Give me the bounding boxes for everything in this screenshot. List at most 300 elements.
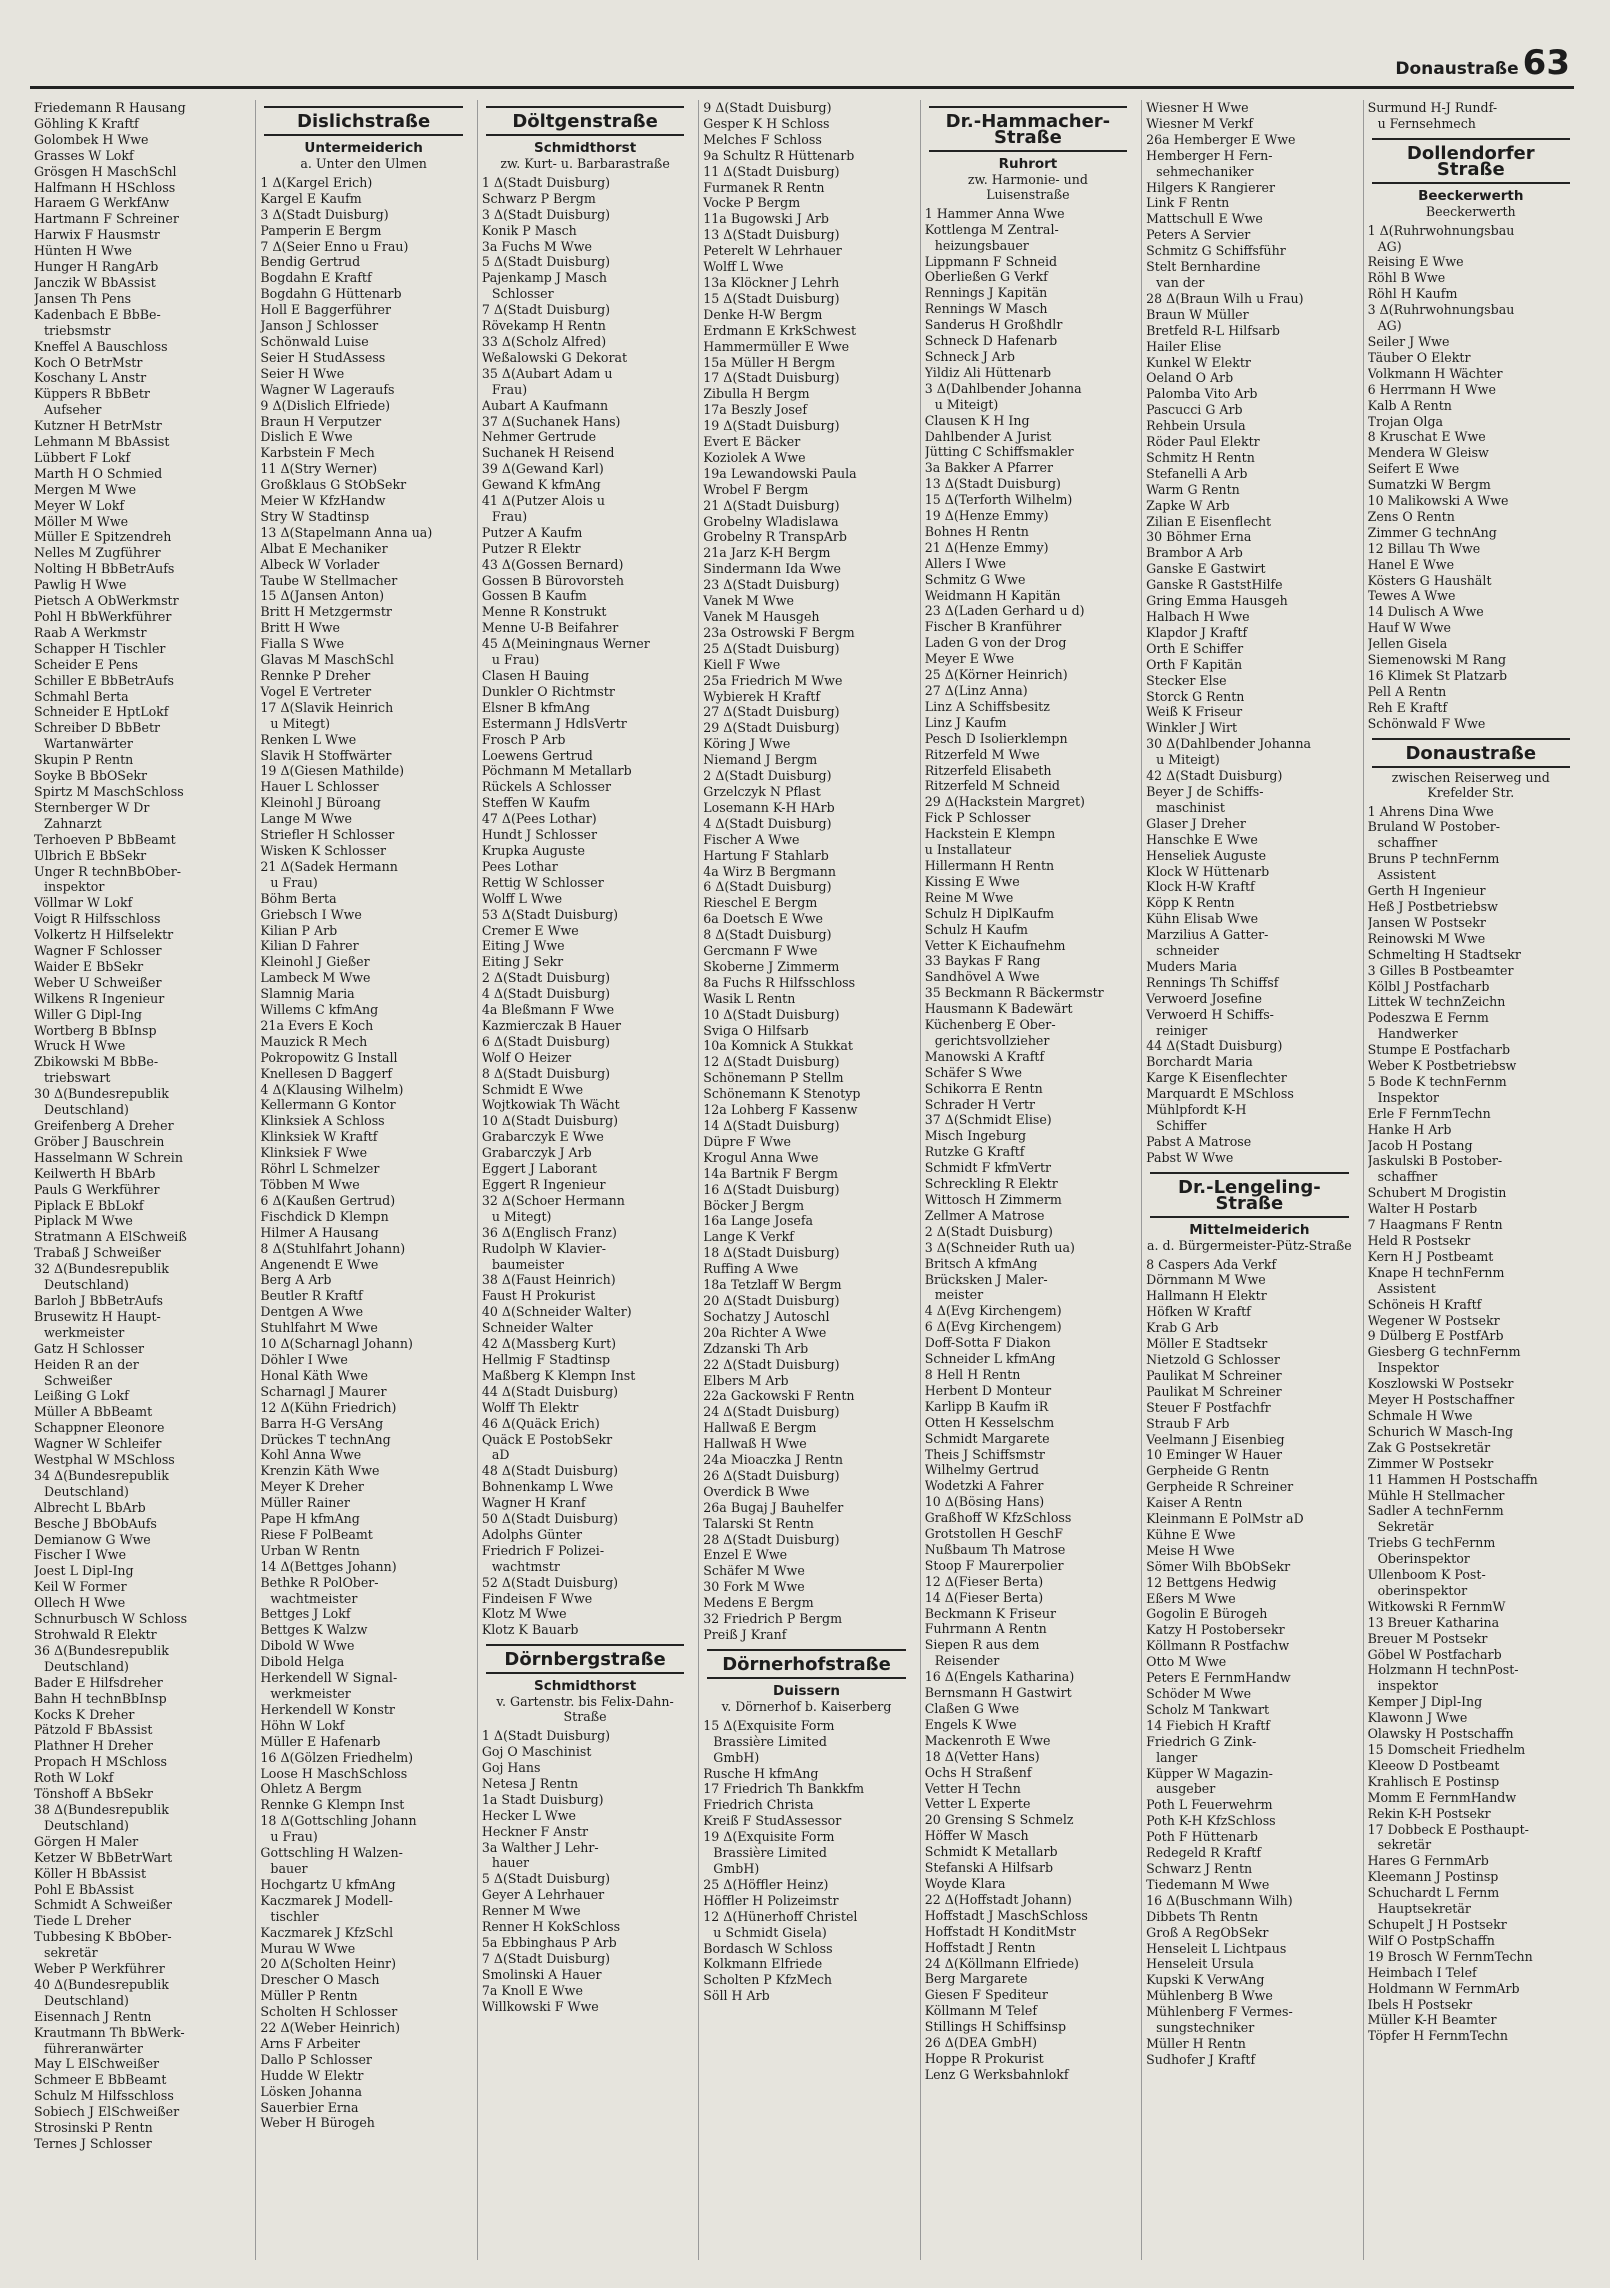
resident-entry: Herbent D Monteur xyxy=(924,1382,1052,1398)
resident-entry: Willkowski F Wwe xyxy=(481,1998,599,2014)
resident-entry: 8 Caspers Ada Verkf xyxy=(1146,1256,1277,1272)
resident-entry: Preiß J Kranf xyxy=(703,1627,787,1642)
resident-entry: Ullenboom K Post- xyxy=(1367,1567,1486,1583)
resident-entry: Renner H KokSchloss xyxy=(481,1919,621,1935)
resident-entry: Zens O Rentn xyxy=(1367,508,1455,524)
resident-entry: Furmanek R Rentn xyxy=(703,179,825,195)
resident-entry: 3 Gilles B Postbeamter xyxy=(1367,962,1514,978)
resident-entry: Wagner W Schleifer xyxy=(34,1436,162,1452)
resident-entry: Kaczmarek J Modell- xyxy=(260,1892,393,1908)
resident-entry: Wegener W Postsekr xyxy=(1367,1312,1500,1328)
resident-entry: Hanel E Wwe xyxy=(1367,556,1455,572)
resident-entry: 24a Mioaczka J Rentn xyxy=(703,1452,843,1468)
resident-entry: Adolphs Günter xyxy=(481,1526,583,1542)
resident-entry: 29 Δ(Hackstein Margret) xyxy=(924,794,1085,810)
resident-entry: 1 Δ(Stadt Duisburg) xyxy=(481,174,611,190)
resident-entry: van der xyxy=(1156,274,1205,290)
resident-entry: Schreckling R Elektr xyxy=(924,1176,1058,1192)
resident-entry: Medens E Bergm xyxy=(703,1595,814,1611)
resident-entry: Többen M Wwe xyxy=(260,1177,360,1192)
resident-entry: Glaser J Dreher xyxy=(1146,815,1246,831)
column-5 xyxy=(920,100,1131,2260)
resident-entry: Eggert R Ingenieur xyxy=(481,1177,606,1192)
resident-entry: Oeland O Arb xyxy=(1146,370,1234,386)
resident-entry: Laden G von der Drog xyxy=(924,635,1067,651)
resident-entry: Klock W Hüttenarb xyxy=(1146,863,1270,879)
resident-entry: Schmitz G Schiffsführ xyxy=(1146,243,1286,259)
resident-entry: GmbH) xyxy=(713,1749,760,1765)
resident-entry: sehmechaniker xyxy=(1156,163,1254,179)
resident-entry: Denke H-W Bergm xyxy=(703,306,823,322)
resident-entry: Hartmann F Schreiner xyxy=(34,211,179,227)
resident-entry: Wilhelmy Gertrud xyxy=(924,1462,1039,1478)
resident-entry: Waider E BbSekr xyxy=(34,958,144,974)
resident-entry: Ochs H Straßenf xyxy=(924,1764,1032,1780)
resident-entry: Wolf O Heizer xyxy=(481,1049,572,1065)
resident-entry: Gogolin E Bürogeh xyxy=(1146,1606,1268,1622)
resident-entry: Deutschland) xyxy=(44,1102,129,1118)
resident-entry: Marth H O Schmied xyxy=(34,465,163,481)
column-6 xyxy=(1141,100,1352,2260)
resident-entry: Albrecht L BbArb xyxy=(34,1499,146,1515)
resident-entry: Slavik H Stoffwärter xyxy=(260,747,392,763)
resident-entry: Deutschland) xyxy=(44,1992,129,2008)
resident-entry: Wrobel F Bergm xyxy=(703,481,809,497)
resident-entry: Reh E Kraftf xyxy=(1367,699,1448,715)
resident-entry: Karbstein F Mech xyxy=(260,445,375,461)
resident-entry: Brücksken J Maler- xyxy=(924,1271,1048,1287)
resident-entry: 22 Δ(Hoffstadt Johann) xyxy=(924,1891,1072,1907)
resident-entry: Peters A Servier xyxy=(1146,227,1251,243)
resident-entry: Stratmann A ElSchweiß xyxy=(34,1229,187,1245)
resident-entry: Inspektor xyxy=(1377,1089,1439,1105)
resident-entry: Bogdahn G Hüttenarb xyxy=(260,286,402,302)
resident-entry: Kreiß F StudAssessor xyxy=(703,1813,842,1829)
resident-entry: Koschany L Anstr xyxy=(34,370,147,386)
resident-entry: 21a Jarz K-H Bergm xyxy=(703,545,831,561)
resident-entry: 14 Dulisch A Wwe xyxy=(1367,604,1484,620)
resident-entry: 5 Bode K technFernm xyxy=(1367,1073,1507,1089)
district-name: Mittelmeiderich xyxy=(1189,1221,1310,1238)
resident-entry: Halbach H Wwe xyxy=(1146,609,1250,624)
resident-entry: 28 Δ(Braun Wilh u Frau) xyxy=(1146,290,1304,306)
resident-entry: Drescher O Masch xyxy=(260,1972,380,1988)
resident-entry: Frosch P Arb xyxy=(481,731,566,747)
resident-entry: 11a Bugowski J Arb xyxy=(703,211,829,227)
resident-entry: Schwarz J Rentn xyxy=(1146,1860,1253,1876)
resident-entry: Hausmann K Badewärt xyxy=(924,1001,1073,1017)
resident-entry: 25 Δ(Körner Heinrich) xyxy=(924,667,1068,683)
resident-entry: Bretfeld R-L Hilfsarb xyxy=(1146,322,1280,338)
resident-entry: Rückels A Schlosser xyxy=(481,779,611,795)
resident-entry: Suchanek H Reisend xyxy=(481,445,615,461)
resident-entry: 12 Δ(Hünerhoff Christel xyxy=(703,1908,858,1924)
resident-entry: Willer G Dipl-Ing xyxy=(34,1006,142,1022)
resident-entry: Pauls G Werkführer xyxy=(34,1181,160,1197)
resident-entry: Sadler A technFernm xyxy=(1367,1503,1504,1519)
resident-entry: 2 Δ(Stadt Duisburg) xyxy=(481,970,611,986)
resident-entry: 23 Δ(Laden Gerhard u d) xyxy=(924,603,1085,619)
resident-entry: Schmeer E BbBeamt xyxy=(34,2072,167,2088)
resident-entry: Bettges J Lokf xyxy=(260,1606,351,1622)
resident-entry: Schubert M Drogistin xyxy=(1367,1185,1507,1201)
resident-entry: Wagner F Schlosser xyxy=(34,943,162,959)
column-4 xyxy=(698,100,909,2260)
resident-entry: 21 Δ(Stadt Duisburg) xyxy=(703,497,840,513)
resident-entry: Wartanwärter xyxy=(44,736,133,752)
resident-entry: Heiden R an der xyxy=(34,1356,139,1372)
resident-entry: Fischer A Wwe xyxy=(703,831,800,847)
resident-entry: Stillings H Schiffsinsp xyxy=(924,2019,1067,2035)
street-heading: Dörnerhofstraße xyxy=(707,1649,905,1679)
resident-entry: Wasik L Rentn xyxy=(703,990,796,1006)
resident-entry: Schiffer xyxy=(1156,1118,1207,1133)
resident-entry: Schlosser xyxy=(491,286,554,302)
resident-entry: Pell A Rentn xyxy=(1367,683,1447,699)
resident-entry: Zellmer A Matrose xyxy=(924,1207,1045,1223)
resident-entry: aD xyxy=(491,1447,510,1463)
resident-entry: 41 Δ(Putzer Alois u xyxy=(481,493,605,509)
resident-entry: Müller A BbBeamt xyxy=(34,1404,153,1420)
resident-entry: Goj O Maschinist xyxy=(481,1744,592,1760)
resident-entry: Erle F FernmTechn xyxy=(1367,1105,1491,1121)
resident-entry: 21a Evers E Koch xyxy=(260,1017,374,1033)
resident-entry: 37 Δ(Suchanek Hans) xyxy=(481,413,621,429)
resident-entry: Döhler I Wwe xyxy=(260,1351,348,1367)
resident-entry: Herkendell W Konstr xyxy=(260,1701,395,1717)
resident-entry: Rekin K-H Postsekr xyxy=(1367,1805,1491,1821)
street-location: zwischen Reiserweg und Krefelder Str. xyxy=(1391,769,1550,800)
resident-entry: Hanschke E Wwe xyxy=(1146,831,1258,847)
resident-entry: Schneider E HptLokf xyxy=(34,704,169,720)
resident-entry: Schmitz H Rentn xyxy=(1146,449,1255,465)
resident-entry: Kühn Elisab Wwe xyxy=(1146,911,1259,927)
resident-entry: 21 Δ(Sadek Hermann xyxy=(260,858,398,874)
resident-entry: Skoberne J Zimmerm xyxy=(703,958,840,974)
resident-entry: Honal Käth Wwe xyxy=(260,1367,368,1383)
resident-entry: Kottlenga M Zentral- xyxy=(924,221,1059,237)
resident-entry: 4a Wirz B Bergmann xyxy=(703,863,836,879)
resident-entry: Handwerker xyxy=(1377,1026,1458,1042)
resident-entry: Röhl B Wwe xyxy=(1367,270,1446,286)
resident-entry: Paulikat M Schreiner xyxy=(1146,1383,1282,1399)
resident-entry: Zibulla H Bergm xyxy=(703,386,810,402)
resident-entry: Höhn W Lokf xyxy=(260,1717,345,1733)
resident-entry: Kleinmann E PolMstr aD xyxy=(1146,1511,1304,1527)
resident-entry: Böcker J Bergm xyxy=(703,1197,805,1213)
resident-entry: Rennke G Klempn Inst xyxy=(260,1797,405,1813)
resident-entry: Overdick B Wwe xyxy=(703,1483,810,1499)
resident-entry: Striefler H Schlosser xyxy=(260,827,395,843)
resident-entry: Karlipp B Kaufm iR xyxy=(924,1398,1049,1414)
resident-entry: 35 Beckmann R Bäckermstr xyxy=(924,985,1104,1001)
resident-entry: Britsch A kfmAng xyxy=(924,1255,1038,1271)
resident-entry: Vocke P Bergm xyxy=(703,195,801,211)
resident-entry: 6 Herrmann H Wwe xyxy=(1367,381,1496,397)
resident-entry: Sviga O Hilfsarb xyxy=(703,1022,809,1038)
resident-entry: u Mitegt) xyxy=(491,1208,552,1224)
resident-entry: Stuhlfahrt M Wwe xyxy=(260,1320,378,1336)
resident-entry: Volkmann H Wächter xyxy=(1367,365,1503,381)
resident-entry: 8 Δ(Stadt Duisburg) xyxy=(481,1065,611,1081)
resident-entry: 12 Bettgens Hedwig xyxy=(1146,1574,1277,1590)
resident-entry: Klinksiek F Wwe xyxy=(260,1145,368,1161)
resident-entry: Vetter L Experte xyxy=(924,1796,1031,1812)
resident-entry: Hauf W Wwe xyxy=(1367,620,1451,636)
resident-entry: Rusche H kfmAng xyxy=(703,1765,819,1781)
resident-entry: Henseleit Ursula xyxy=(1146,1956,1254,1972)
resident-entry: Peters E FernmHandw xyxy=(1146,1670,1291,1686)
resident-entry: 13 Δ(Stadt Duisburg) xyxy=(924,476,1061,492)
resident-entry: Kohl Anna Wwe xyxy=(260,1447,362,1463)
resident-entry: Kleinohl J Gießer xyxy=(260,954,370,970)
resident-entry: Witkowski R FernmW xyxy=(1367,1598,1506,1614)
resident-entry: Görgen H Maler xyxy=(34,1833,139,1849)
resident-entry: Hackstein E Klempn xyxy=(924,826,1056,842)
resident-entry: Griebsch I Wwe xyxy=(260,906,362,922)
resident-entry: 10 Δ(Scharnagl Johann) xyxy=(260,1336,413,1352)
resident-entry: Stoop F Maurerpolier xyxy=(924,1557,1064,1573)
resident-entry: Hillermann H Rentn xyxy=(924,857,1055,873)
resident-entry: Röder Paul Elektr xyxy=(1146,434,1260,450)
resident-entry: tischler xyxy=(270,1908,319,1924)
page-header xyxy=(1395,43,1570,83)
resident-entry: Wagner W Lageraufs xyxy=(260,381,395,397)
column-7 xyxy=(1363,100,1574,2260)
resident-entry: wachtmstr xyxy=(491,1558,560,1574)
resident-entry: Eisennach J Rentn xyxy=(34,2008,152,2024)
resident-entry: Pohl H BbWerkführer xyxy=(34,609,172,624)
resident-entry: 15a Müller H Bergm xyxy=(703,354,836,370)
resident-entry: Bethke R PolOber- xyxy=(260,1574,379,1590)
resident-entry: 13a Klöckner J Lehrh xyxy=(703,274,840,290)
resident-entry: Seier H Wwe xyxy=(260,365,345,381)
resident-entry: Koszlowski W Postsekr xyxy=(1367,1376,1514,1392)
resident-entry: 17 Δ(Slavik Heinrich xyxy=(260,699,394,715)
resident-entry: Marquardt E MSchloss xyxy=(1146,1086,1294,1102)
resident-entry: Bordasch W Schloss xyxy=(703,1940,833,1956)
resident-entry: Linz J Kaufm xyxy=(924,714,1007,730)
resident-entry: Hoffstadt J Rentn xyxy=(924,1939,1036,1955)
resident-entry: Rennings W Masch xyxy=(924,301,1048,317)
resident-entry: Vanek M Wwe xyxy=(703,593,795,609)
resident-entry: Oberinspektor xyxy=(1377,1551,1470,1567)
resident-entry: Urban W Rentn xyxy=(260,1542,360,1558)
resident-entry: Kazmierczak B Hauer xyxy=(481,1017,622,1033)
resident-entry: Köllmann R Postfachw xyxy=(1146,1638,1290,1654)
resident-entry: 17 Δ(Stadt Duisburg) xyxy=(703,370,840,386)
resident-entry: 12 Δ(Kühn Friedrich) xyxy=(260,1399,397,1415)
resident-entry: Stumpe E Postfacharb xyxy=(1367,1042,1511,1058)
resident-entry: Schweißer xyxy=(44,1372,112,1388)
resident-entry: Piplack M Wwe xyxy=(34,1213,133,1229)
resident-entry: Mühlenberg B Wwe xyxy=(1146,1988,1273,2004)
resident-entry: Stecker Else xyxy=(1146,672,1227,688)
resident-entry: Weidmann H Kapitän xyxy=(924,587,1061,603)
resident-entry: Schmidt Margarete xyxy=(924,1430,1050,1446)
resident-entry: Scholz M Tankwart xyxy=(1146,1701,1270,1717)
resident-entry: Lambeck M Wwe xyxy=(260,970,371,986)
resident-entry: Sanderus H Großhdlr xyxy=(924,317,1063,333)
resident-entry: Linz A Schiffsbesitz xyxy=(924,698,1050,714)
resident-entry: Weiß K Friseur xyxy=(1146,704,1243,720)
resident-entry: Kutzner H BetrMstr xyxy=(34,418,162,434)
resident-entry: Mauzick R Mech xyxy=(260,1033,368,1049)
resident-entry: 16 Δ(Stadt Duisburg) xyxy=(703,1181,840,1197)
resident-entry: Rudolph W Klavier- xyxy=(481,1240,607,1256)
resident-entry: Stefanelli A Arb xyxy=(1146,465,1248,481)
resident-entry: Winkler J Wirt xyxy=(1146,720,1238,736)
resident-entry: Pape H kfmAng xyxy=(260,1511,360,1527)
resident-entry: Woyde Klara xyxy=(924,1875,1006,1891)
resident-entry: 18a Tetzlaff W Bergm xyxy=(703,1277,842,1293)
resident-entry: 14a Bartnik F Bergm xyxy=(703,1165,838,1181)
resident-entry: Grabarczyk J Arb xyxy=(481,1145,592,1161)
resident-entry: Dibbets Th Rentn xyxy=(1146,1908,1259,1924)
resident-entry: 16 Δ(Buschmann Wilh) xyxy=(1146,1892,1293,1908)
resident-entry: Meise H Wwe xyxy=(1146,1542,1235,1558)
resident-entry: 9 Dülberg E PostfArb xyxy=(1367,1328,1504,1344)
resident-entry: Loose H MaschSchloss xyxy=(260,1765,408,1781)
resident-entry: Holl E Baggerführer xyxy=(260,302,391,318)
resident-entry: 15 Δ(Terforth Wilhelm) xyxy=(924,492,1073,508)
resident-entry: Klock H-W Kraftf xyxy=(1146,879,1255,895)
resident-entry: 16a Lange Josefa xyxy=(703,1213,814,1229)
resident-entry: Fick P Schlosser xyxy=(924,810,1031,826)
resident-entry: Hallwaß E Bergm xyxy=(703,1420,817,1436)
resident-entry: werkmeister xyxy=(44,1324,125,1340)
resident-entry: Braun W Müller xyxy=(1146,306,1249,322)
resident-entry: 28 Δ(Stadt Duisburg) xyxy=(703,1531,840,1547)
resident-entry: Schmidt E Wwe xyxy=(481,1081,584,1097)
resident-entry: Schapper H Tischler xyxy=(34,640,166,656)
resident-entry: Schnurbusch W Schloss xyxy=(34,1611,188,1627)
resident-entry: 47 Δ(Pees Lothar) xyxy=(481,811,597,827)
resident-entry: Golombek H Wwe xyxy=(34,131,149,147)
resident-entry: Ibels H Postsekr xyxy=(1367,1996,1473,2012)
resident-entry: Lippmann F Schneid xyxy=(924,253,1058,269)
resident-entry: 20 Δ(Stadt Duisburg) xyxy=(703,1292,840,1308)
resident-entry: Siemenowski M Rang xyxy=(1367,652,1507,668)
resident-entry: Pöchmann M Metallarb xyxy=(481,763,632,779)
resident-entry: Sauerbier Erna xyxy=(260,2099,359,2115)
resident-entry: Reinowski M Wwe xyxy=(1367,930,1486,946)
resident-entry: Dislich E Wwe xyxy=(260,429,353,445)
resident-entry: Hoffstadt J MaschSchloss xyxy=(924,1907,1088,1923)
resident-entry: Mühle H Stellmacher xyxy=(1367,1487,1505,1503)
resident-entry: Bruns P technFernm xyxy=(1367,851,1500,867)
resident-entry: Berg Margarete xyxy=(924,1971,1028,1987)
resident-entry: Fuhrmann A Rentn xyxy=(924,1621,1047,1637)
resident-entry: Reising E Wwe xyxy=(1367,254,1464,270)
resident-entry: Schmale H Wwe xyxy=(1367,1407,1473,1423)
resident-entry: 18 Δ(Vetter Hans) xyxy=(924,1748,1040,1764)
resident-entry: Zak G Postsekretär xyxy=(1367,1439,1491,1455)
resident-entry: Putzer R Elektr xyxy=(481,540,581,556)
resident-entry: Nolting H BbBetrAufs xyxy=(34,561,175,577)
resident-entry: 26a Bugaj J Bauhelfer xyxy=(703,1499,844,1515)
resident-entry: Piplack E BbLokf xyxy=(34,1197,144,1213)
resident-entry: Netesa J Rentn xyxy=(481,1775,579,1791)
resident-entry: Kemper J Dipl-Ing xyxy=(1367,1694,1483,1710)
district-name: Beeckerwerth xyxy=(1418,187,1524,204)
resident-entry: Engels K Wwe xyxy=(924,1716,1017,1732)
resident-entry: Wilkens R Ingenieur xyxy=(34,990,165,1006)
resident-entry: 8 Δ(Stuhlfahrt Johann) xyxy=(260,1240,406,1256)
resident-entry: Sumatzki W Bergm xyxy=(1367,477,1491,493)
resident-entry: Schikorra E Rentn xyxy=(924,1080,1043,1096)
resident-entry: Heimbach I Telef xyxy=(1367,1964,1477,1980)
resident-entry: Kleinohl J Büroang xyxy=(260,795,381,811)
resident-entry: 19 Brosch W FernmTechn xyxy=(1367,1948,1533,1964)
resident-entry: Lenz G Werksbahnlokf xyxy=(924,2066,1069,2082)
resident-entry: Warm G Rentn xyxy=(1146,481,1240,497)
resident-entry: Hallwaß H Wwe xyxy=(703,1436,807,1452)
resident-entry: Wolff L Wwe xyxy=(481,890,563,906)
resident-entry: Fialla S Wwe xyxy=(260,636,345,652)
resident-entry: 1a Stadt Duisburg) xyxy=(481,1791,604,1807)
resident-entry: u Frau) xyxy=(270,1829,318,1845)
resident-entry: maschinist xyxy=(1156,799,1225,815)
resident-entry: Kilian P Arb xyxy=(260,922,338,938)
resident-entry: Beutler R Kraftf xyxy=(260,1288,363,1304)
resident-entry: 53 Δ(Stadt Duisburg) xyxy=(481,906,619,922)
resident-entry: 20 Grensing S Schmelz xyxy=(924,1812,1074,1828)
resident-entry: Hallmann H Elektr xyxy=(1146,1288,1267,1304)
resident-entry: 19 Δ(Henze Emmy) xyxy=(924,508,1049,524)
resident-entry: 32 Δ(Bundesrepublik xyxy=(34,1261,169,1277)
resident-entry: 10 Eminger W Hauer xyxy=(1146,1447,1283,1463)
resident-entry: Fischer I Wwe xyxy=(34,1547,127,1563)
resident-entry: Albeck W Vorlader xyxy=(260,556,380,572)
resident-entry: inspektor xyxy=(1377,1678,1438,1694)
resident-entry: Karge K Eisenflechter xyxy=(1146,1070,1287,1086)
resident-entry: Täuber O Elektr xyxy=(1367,349,1471,365)
resident-entry: Frau) xyxy=(491,508,528,524)
resident-entry: Brusewitz H Haupt- xyxy=(34,1308,161,1324)
resident-entry: Britt H Metzgermstr xyxy=(260,604,392,620)
resident-entry: Zimmer G technAng xyxy=(1367,524,1497,540)
resident-entry: Goj Hans xyxy=(481,1760,541,1775)
resident-entry: Rettig W Schlosser xyxy=(481,874,604,890)
resident-entry: 14 Fiebich H Kraftf xyxy=(1146,1717,1270,1733)
resident-entry: Hünten H Wwe xyxy=(34,243,132,259)
resident-entry: Kunkel W Elektr xyxy=(1146,354,1251,370)
resident-entry: Ganske R GaststHilfe xyxy=(1146,577,1283,593)
resident-entry: Hundt J Schlosser xyxy=(481,827,598,843)
resident-entry: Volkertz H Hilfselektr xyxy=(34,927,174,943)
running-head-street: Donaustraße xyxy=(1395,59,1519,79)
resident-entry: Möller M Wwe xyxy=(34,513,129,529)
resident-entry: Orth E Schiffer xyxy=(1146,640,1244,656)
resident-entry: Nußbaum Th Matrose xyxy=(924,1541,1066,1557)
resident-entry: 4 Δ(Stadt Duisburg) xyxy=(481,986,611,1002)
resident-entry: 5 Δ(Stadt Duisburg) xyxy=(481,1871,611,1887)
resident-entry: Graßhoff W KfzSchloss xyxy=(924,1510,1072,1526)
resident-entry: 5 Δ(Stadt Duisburg) xyxy=(481,254,611,270)
resident-entry: Kleeow D Postbeamt xyxy=(1367,1757,1500,1773)
district-name: Duissern xyxy=(773,1682,840,1699)
resident-entry: 6 Δ(Kaußen Gertrud) xyxy=(260,1192,396,1208)
resident-entry: 17a Beszly Josef xyxy=(703,402,807,418)
resident-entry: Hauer L Schlosser xyxy=(260,779,379,795)
resident-entry: Pees Lothar xyxy=(481,858,558,874)
resident-entry: Zdzanski Th Arb xyxy=(703,1340,809,1356)
street-location: v. Gartenstr. bis Felix-Dahn-Straße xyxy=(496,1694,674,1725)
resident-entry: GmbH) xyxy=(713,1860,760,1876)
resident-entry: Orth F Kapitän xyxy=(1146,656,1243,672)
resident-entry: Gossen B Kaufm xyxy=(481,588,587,604)
